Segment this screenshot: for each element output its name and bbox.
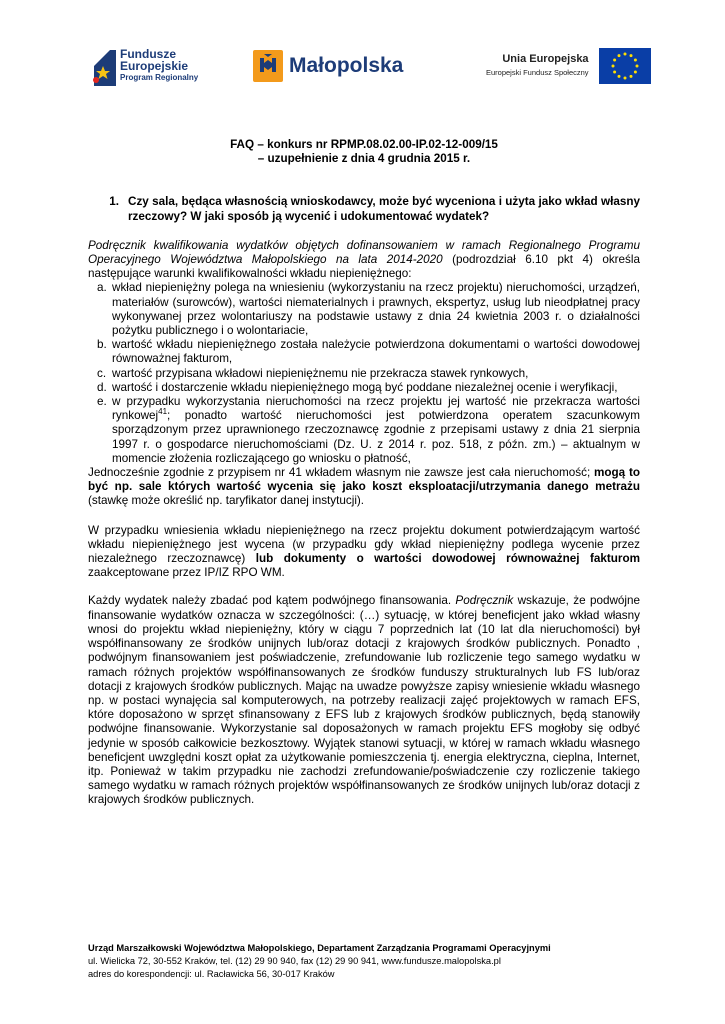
p2-bold: mogą to być np. sale których wartość wycenia się jako koszt eksploatacji/utrzymania danego metrażu [88, 466, 640, 494]
fundusze-europejskie-logo [90, 44, 198, 88]
fe-line2: Europejskie [120, 59, 189, 73]
question-1 [88, 195, 640, 223]
condition-marker: a. [97, 281, 107, 295]
ue-line1: Unia Europejska [502, 53, 589, 65]
footer-correspondence: adres do korespondencji: ul. Racławicka 56, 30-017 Kraków [88, 969, 335, 979]
condition-marker: d. [97, 380, 107, 394]
eu-flag-icon [599, 48, 651, 84]
page-footer [88, 942, 640, 981]
p3-text: W przypadku wniesienia wkładu niepieniężnego na rzecz projektu dokument potwierdzającym wartość wkładu niepieniężnego jest wycena (w przypadku gdy wkład niepieniężny podlega wycenie przez niezależnego rzeczoznawcę) [88, 523, 640, 566]
condition-text: wartość i dostarczenie wkładu niepieniężnego mogą być poddane niezależnej ocenie i weryfikacji, [112, 380, 618, 394]
malopolska-name: Małopolska [289, 54, 404, 77]
p3-bold: lub dokumenty o wartości dowodowej równoważnej fakturom [255, 552, 640, 566]
faq-title [88, 138, 640, 166]
question-number: 1. [109, 195, 119, 209]
condition-marker: e. [97, 395, 107, 409]
p2-text: Jednocześnie zgodnie z przypisem nr 41 wkładem własnym nie zawsze jest cała nieruchomość; [88, 466, 594, 480]
condition-text: wkład niepieniężny polega na wniesieniu (wykorzystaniu na rzecz projektu) nieruchomości, urządzeń, materiałów (surowców), wartości niematerialnych i prawnych, ekspertyz, usług lub nieodpłatnej pracy wykonywanej przez wolontariuszy na podstawie ustawy z dnia 24 kwietnia 2003 r. o działalności pożytku publicznego i o wolontariacie, [112, 281, 640, 338]
ue-line2: Europejski Fundusz Społeczny [486, 68, 589, 77]
malopolska-logo [253, 50, 403, 82]
paragraph-przypis [88, 466, 640, 509]
intro-rest: (podrozdział 6.10 pkt 4) określa następujące warunki kwalifikowalności wkładu niepieniężnego: [88, 253, 640, 281]
condition-item [88, 367, 640, 381]
footer-institution: Urząd Marszałkowski Województwa Małopolskiego, Departament Zarządzania Programami Operacyjnymi [88, 943, 551, 953]
p4-after: wskazuje, że podwójne finansowanie wydatków oznacza w szczególności: (…) sytuację, w której beneficjent jako wkład własny wnosi do projektu wkład niepieniężny, który w ciągu 7 poprzednich lat (10 lat dla nieruchomości) był współfinansowany ze środków unijnych lub/oraz dotacji z krajowych środków publicznych. Ponadto , podwójnym finansowaniem jest poświadczenie, zrefundowanie lub rozliczenie tego samego wydatku w ramach różnych projektów współfinansowanych ze środków funduszy strukturalnych lub FS lub/oraz dotacji z krajowych środków publicznych. Mając na uwadze powyższe zapisy wniesienie wkładu własnego np. w postaci wynajęcia sal komputerowych, na potrzeby realizacji zajęć projektowych w ramach EFS, które doposażono w sprzęt sfinansowany z EFS lub z krajowych środków publicznych, będą stanowiły podwójne finansowanie. Wykorzystanie sal doposażonych w ramach projektu EFS mogłoby się odbyć jedynie w sposób całkowicie bezkosztowy. Wyjątek stanowi sytuacji, w której w ramach wkładu własnego beneficjent uwzględni koszt opłat za użytkowanie pomieszczenia tj. energia elektryczna, cieplna, Internet, itp. Ponieważ w takim przypadku nie zachodzi zrefundowanie/poświadczenie czy rozliczenie takiego samego wydatku w ramach różnych projektów współfinansowanych ze środków unijnych lub/oraz dotacji z krajowych środków publicznych. [88, 594, 640, 807]
paragraph-podwojne-finansowanie [88, 594, 640, 807]
footnote-ref: 41 [158, 407, 168, 417]
fe-line1: Fundusze [120, 47, 176, 61]
question-text: Czy sala, będąca własnością wnioskodawcy, może być wyceniona i użyta jako wkład własny rzeczowy? W jaki sposób ją wycenić i udokumentować wydatek? [128, 195, 640, 223]
p3-after: zaakceptowane przez IP/IZ RPO WM. [88, 566, 285, 580]
condition-item [88, 381, 640, 395]
p4-italic: Podręcznik [455, 594, 514, 608]
footer-address: ul. Wielicka 72, 30-552 Kraków, tel. (12) 29 90 940, fax (12) 29 90 941, www.fundusze.malopolska.pl [88, 956, 501, 966]
malopolska-crest-icon [253, 50, 283, 82]
podrecznik-title: Podręcznik kwalifikowania wydatków objętych dofinansowaniem w ramach Regionalnego Programu Operacyjnego Województwa Małopolskiego na lata 2014-2020 [88, 238, 640, 267]
unia-europejska-logo [486, 48, 651, 84]
condition-text [112, 395, 640, 466]
condition-marker: b. [97, 338, 107, 352]
title-line1: FAQ – konkurs nr RPMP.08.02.00-IP.02-12-009/15 [230, 138, 498, 151]
conditions-list [88, 281, 640, 466]
document-body [88, 138, 640, 808]
condition-item [88, 395, 640, 466]
answer-intro [88, 239, 640, 282]
p2-after: (stawkę może określić np. taryfikator danej instytucji). [88, 494, 365, 508]
logo-bar [0, 40, 725, 100]
condition-text: wartość wkładu niepieniężnego została należycie potwierdzona dokumentami o wartości dowodowej równoważnej fakturom, [112, 338, 640, 366]
paragraph-wycena [88, 524, 640, 581]
condition-marker: c. [97, 366, 107, 380]
fe-line3: Program Regionalny [120, 73, 199, 82]
condition-item [88, 338, 640, 366]
cond-e-after: ; ponadto wartość nieruchomości jest potwierdzona operatem szacunkowym sporządzonym przez uprawnionego rzeczoznawcę zgodnie z przepisami ustawy z dnia 21 sierpnia 1997 r. o gospodarce nieruchomościami (Dz. U. z 2014 r. poz. 518, z późn. zm.) – aktualnym w momencie złożenia rozliczającego go wniosku o płatność, [112, 409, 640, 465]
p4-text: Każdy wydatek należy zbadać pod kątem podwójnego finansowania. [88, 594, 456, 608]
condition-item [88, 281, 640, 338]
condition-text: wartość przypisana wkładowi niepieniężnemu nie przekracza stawek rynkowych, [112, 366, 529, 380]
title-line2: – uzupełnienie z dnia 4 grudnia 2015 r. [257, 152, 471, 166]
cond-e-before: w przypadku wykorzystania nieruchomości na rzecz projektu jej wartość nie przekracza wartości rynkowej [112, 395, 640, 423]
fe-star-icon [90, 44, 116, 88]
